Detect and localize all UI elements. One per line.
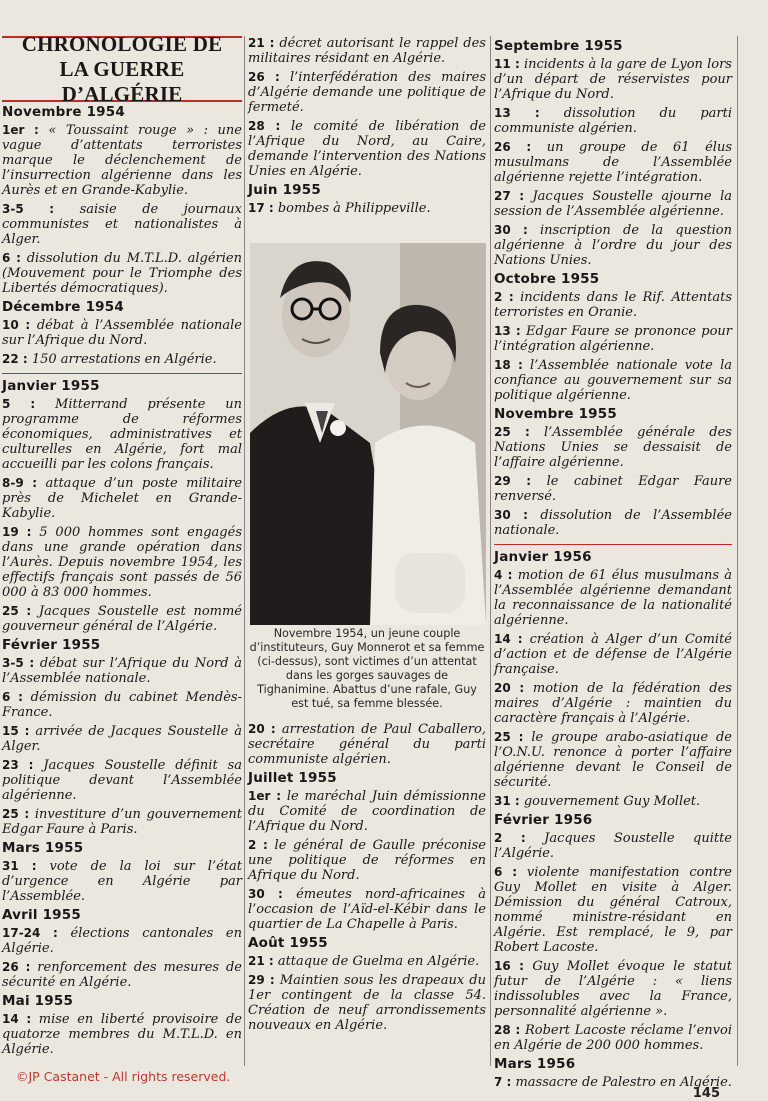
chronology-entry (2, 724, 242, 754)
entry-date: 2 : (248, 838, 268, 852)
chronology-entry (494, 358, 732, 403)
chronology-entry (248, 789, 486, 834)
chronology-entry (2, 202, 242, 247)
entry-text: le comité de libération de l’Afrique du Nord, au Caire, demande l’intervention des Nations Unies en Algérie. (248, 119, 486, 179)
entry-date: 10 : (2, 318, 31, 332)
chronology-entry (2, 397, 242, 472)
entry-text: 5 000 hommes sont engagés dans une grande opération dans l’Aurès. Depuis novembre 1954, les effectifs français sont passés de 56 000 à 83 000 hommes. (2, 525, 242, 600)
entry-text: Jacques Soustelle quitte l’Algérie. (494, 831, 733, 861)
chronology-entry (494, 681, 732, 726)
chronology-entry (248, 36, 486, 66)
entry-date: 13 : (494, 324, 521, 338)
chronology-entry (2, 859, 242, 904)
chronology-entry (494, 324, 732, 354)
entry-text: dissolution du parti communiste algérien. (494, 106, 732, 136)
entry-text: émeutes nord-africaines à l’occasion de l’Aïd-el-Kébir dans le quartier de La Chapelle à Paris. (248, 887, 486, 932)
entry-date: 2 : (494, 290, 514, 304)
chronology-entry (248, 722, 486, 767)
chronology-entry (494, 57, 732, 102)
photo-caption: Novembre 1954, un jeune couple d’instituteurs, Guy Monnerot et sa femme (ci-dessus), sont victimes d’un attentat dans les gorges sauvages de Tighanimine. Abattus d’une rafale, Guy est tué, sa femme blessée. (249, 627, 485, 710)
chronology-entry (2, 525, 242, 600)
entry-date: 25 : (2, 807, 30, 821)
entry-date: 29 : (248, 973, 275, 987)
month-heading: Juillet 1955 (248, 770, 337, 786)
entry-date: 26 : (248, 70, 280, 84)
entry-date: 28 : (248, 119, 281, 133)
entry-text: dissolution de l’Assemblée nationale. (494, 508, 732, 538)
page-number: 145 (692, 1086, 720, 1101)
entry-text: arrestation de Paul Caballero, secrétaire général du parti communiste algérien. (248, 722, 486, 767)
entry-text: inscription de la question algérienne à l’ordre du jour des Nations Unies. (494, 223, 733, 268)
entry-date: 5 : (2, 397, 36, 411)
chronology-entry (494, 632, 732, 677)
entry-text: 150 arrestations en Algérie. (31, 352, 217, 367)
entry-text: l’interfédération des maires d’Algérie demande une politique de fermeté. (248, 70, 486, 115)
entry-date: 3-5 : (2, 202, 55, 216)
entry-text: l’Assemblée générale des Nations Unies se dessaisit de l’affaire algérienne. (494, 425, 732, 470)
entry-text: dissolution du M.T.L.D. algérien (Mouvement pour le Triomphe des Libertés démocratiques). (2, 251, 242, 296)
month-heading: Septembre 1955 (494, 38, 623, 54)
entry-date: 1er : (2, 123, 39, 137)
entry-date: 19 : (2, 525, 32, 539)
entry-text: débat sur l’Afrique du Nord à l’Assemblée nationale. (2, 656, 242, 686)
month-heading: Juin 1955 (248, 182, 321, 198)
entry-date: 15 : (2, 724, 30, 738)
month-heading: Octobre 1955 (494, 271, 600, 287)
entry-text: Jacques Soustelle est nommé gouverneur général de l’Algérie. (2, 604, 242, 634)
entry-text: Edgar Faure se prononce pour l’intégration algérienne. (494, 324, 732, 354)
entry-text: Jacques Soustelle ajourne la session de l’Assemblée algérienne. (494, 189, 732, 219)
chronology-entry (494, 140, 732, 185)
entry-date: 27 : (494, 189, 524, 203)
entry-text: vote de la loi sur l’état d’urgence en Algérie par l’Assemblée. (2, 859, 242, 904)
entry-date: 23 : (2, 758, 34, 772)
chronology-entry (494, 831, 732, 861)
entry-date: 26 : (494, 140, 532, 154)
month-heading: Décembre 1954 (2, 299, 124, 315)
chronology-entry (494, 865, 732, 955)
entry-date: 31 : (2, 859, 37, 873)
chronology-entry (494, 106, 732, 136)
entry-date: 17 : (248, 201, 274, 215)
chronology-entry (2, 251, 242, 296)
chronology-column-2-bottom (248, 722, 486, 1037)
chronology-entry (248, 70, 486, 115)
entry-date: 20 : (494, 681, 525, 695)
entry-date: 29 : (494, 474, 532, 488)
chronology-entry (248, 119, 486, 179)
entry-text: création à Alger d’un Comité d’action et de défense de l’Algérie française. (494, 632, 732, 677)
chronology-entry (248, 973, 486, 1033)
entry-date: 6 : (494, 865, 518, 879)
chronology-entry (2, 604, 242, 634)
entry-date: 25 : (2, 604, 32, 618)
entry-date: 30 : (494, 223, 528, 237)
entry-date: 3-5 : (2, 656, 35, 670)
entry-date: 20 : (248, 722, 276, 736)
entry-text: Robert Lacoste réclame l’envoi en Algérie de 200 000 hommes. (494, 1023, 732, 1053)
entry-text: violente manifestation contre Guy Mollet en visite à Alger. Démission du général Catroux, nommé ministre-résidant en Algérie. Est remplacé, le 9, par Robert Lacoste. (494, 865, 732, 955)
month-heading: Novembre 1955 (494, 406, 617, 422)
chronology-entry (494, 1023, 732, 1053)
entry-date: 16 : (494, 959, 524, 973)
entry-date: 6 : (2, 251, 21, 265)
month-heading: Mars 1955 (2, 840, 84, 856)
wedding-photo (250, 243, 486, 625)
chronology-entry (494, 508, 732, 538)
month-heading: Février 1956 (494, 812, 593, 828)
entry-date: 17-24 : (2, 926, 58, 940)
chronology-entry (494, 223, 732, 268)
entry-text: le cabinet Edgar Faure renversé. (494, 474, 732, 504)
entry-text: attaque de Guelma en Algérie. (277, 954, 480, 969)
chronology-column-3 (494, 36, 732, 1094)
entry-text: le groupe arabo-asiatique de l’O.N.U. renonce à porter l’affaire algérienne devant le Conseil de sécurité. (494, 730, 732, 790)
column-divider (244, 36, 245, 1066)
chronology-entry (494, 189, 732, 219)
chronology-entry (494, 730, 732, 790)
month-heading: Novembre 1954 (2, 104, 125, 120)
chronology-entry (2, 960, 242, 990)
entry-text: Guy Mollet évoque le statut futur de l’Algérie : « liens indissolubles avec la France, personnalité algérienne ». (494, 959, 732, 1019)
chronology-entry (2, 1012, 242, 1057)
entry-date: 21 : (248, 36, 275, 50)
entry-date: 13 : (494, 106, 540, 120)
month-heading: Août 1955 (248, 935, 328, 951)
entry-text: mise en liberté provisoire de quatorze membres du M.T.L.D. en Algérie. (2, 1012, 242, 1057)
entry-text: motion de 61 élus musulmans à l’Assemblée algérienne demandant la reconnaissance de la nationalité algérienne. (494, 568, 733, 628)
copyright-notice: ©JP Castanet - All rights reserved. (16, 1069, 231, 1084)
chronology-column-2-top (248, 36, 486, 220)
entry-date: 18 : (494, 358, 523, 372)
chronology-entry (2, 807, 242, 837)
entry-date: 30 : (494, 508, 528, 522)
entry-text: un groupe de 61 élus musulmans de l’Assemblée algérienne rejette l’intégration. (494, 140, 732, 185)
entry-date: 14 : (2, 1012, 32, 1026)
entry-text: attaque d’un poste militaire près de Michelet en Grande-Kabylie. (2, 476, 243, 521)
entry-date: 25 : (494, 730, 524, 744)
entry-text: Maintien sous les drapeaux du 1er contingent de la classe 54. Création de neuf arrondissements nouveaux en Algérie. (248, 973, 486, 1033)
chronology-entry (494, 794, 732, 809)
entry-date: 14 : (494, 632, 523, 646)
entry-text: le général de Gaulle préconise une politique de réformes en Afrique du Nord. (248, 838, 486, 883)
chronology-entry (494, 290, 732, 320)
entry-text: renforcement des mesures de sécurité en Algérie. (2, 960, 242, 990)
month-heading: Mai 1955 (2, 993, 74, 1009)
column-divider (490, 36, 491, 1066)
chronology-entry (2, 690, 242, 720)
chronology-entry (2, 476, 242, 521)
entry-date: 25 : (494, 425, 530, 439)
entry-date: 26 : (2, 960, 31, 974)
month-heading: Janvier 1956 (494, 544, 732, 565)
entry-text: incidents dans le Rif. Attentats terroristes en Oranie. (494, 290, 733, 320)
entry-text: élections cantonales en Algérie. (2, 926, 243, 956)
chronology-entry (494, 425, 732, 470)
entry-date: 7 : (494, 1075, 512, 1089)
page-title-line-1: CHRONOLOGIE DE (21, 31, 223, 56)
entry-date: 11 : (494, 57, 520, 71)
page-title-line-2: LA GUERRE D’ALGÉRIE (59, 56, 185, 106)
chronology-entry (2, 926, 242, 956)
entry-text: arrivée de Jacques Soustelle à Alger. (2, 724, 242, 754)
entry-text: saisie de journaux communistes et nationalistes à Alger. (2, 202, 243, 247)
month-heading: Janvier 1955 (2, 373, 242, 394)
column-divider (737, 36, 738, 1066)
entry-text: motion de la fédération des maires d’Algérie : maintien du caractère français à l’Algérie. (494, 681, 732, 726)
entry-date: 2 : (494, 831, 526, 845)
entry-text: l’Assemblée nationale vote la confiance au gouvernement sur sa politique algérienne. (494, 358, 732, 403)
entry-date: 30 : (248, 887, 283, 901)
chronology-entry (2, 656, 242, 686)
entry-text: bombes à Philippeville. (277, 201, 431, 216)
entry-date: 4 : (494, 568, 513, 582)
page-title (2, 31, 242, 106)
chronology-entry (248, 201, 486, 216)
chronology-entry (248, 954, 486, 969)
chronology-entry (2, 352, 242, 367)
entry-date: 22 : (2, 352, 28, 366)
chronology-entry (248, 887, 486, 932)
chronology-entry (2, 123, 242, 198)
entry-text: investiture d’un gouvernement Edgar Faure à Paris. (2, 807, 242, 837)
entry-text: massacre de Palestro en Algérie. (515, 1075, 732, 1090)
entry-text: gouvernement Guy Mollet. (523, 794, 701, 809)
entry-text: le maréchal Juin démissionne du Comité de coordination de l’Afrique du Nord. (248, 789, 486, 834)
entry-text: débat à l’Assemblée nationale sur l’Afrique du Nord. (2, 318, 242, 348)
month-heading: Avril 1955 (2, 907, 81, 923)
entry-date: 1er : (248, 789, 282, 803)
chronology-entry (248, 838, 486, 883)
entry-text: démission du cabinet Mendès-France. (2, 690, 242, 720)
entry-date: 28 : (494, 1023, 521, 1037)
entry-date: 8-9 : (2, 476, 37, 490)
entry-text: Jacques Soustelle définit sa politique devant l’Assemblée algérienne. (2, 758, 242, 803)
entry-date: 31 : (494, 794, 520, 808)
chronology-entry (494, 474, 732, 504)
chronology-column-1 (2, 102, 242, 1061)
entry-date: 21 : (248, 954, 274, 968)
couple-photo-illustration (250, 243, 486, 625)
chronology-entry (2, 758, 242, 803)
entry-text: Mitterrand présente un programme de réformes économiques, administratives et culturelles en Algérie, fort mal accueilli par les colons français. (2, 397, 242, 472)
entry-text: incidents à la gare de Lyon lors d’un départ de réservistes pour l’Afrique du Nord. (494, 57, 732, 102)
month-heading: Février 1955 (2, 637, 101, 653)
month-heading: Mars 1956 (494, 1056, 576, 1072)
chronology-entry (494, 568, 732, 628)
entry-date: 6 : (2, 690, 23, 704)
entry-text: « Toussaint rouge » : une vague d’attentats terroristes marque le déclenchement de l’insurrection algérienne dans les Aurès et en Grande-Kabylie. (2, 123, 242, 198)
chronology-entry (2, 318, 242, 348)
entry-text: décret autorisant le rappel des militaires résidant en Algérie. (248, 36, 486, 66)
chronology-entry (494, 959, 732, 1019)
